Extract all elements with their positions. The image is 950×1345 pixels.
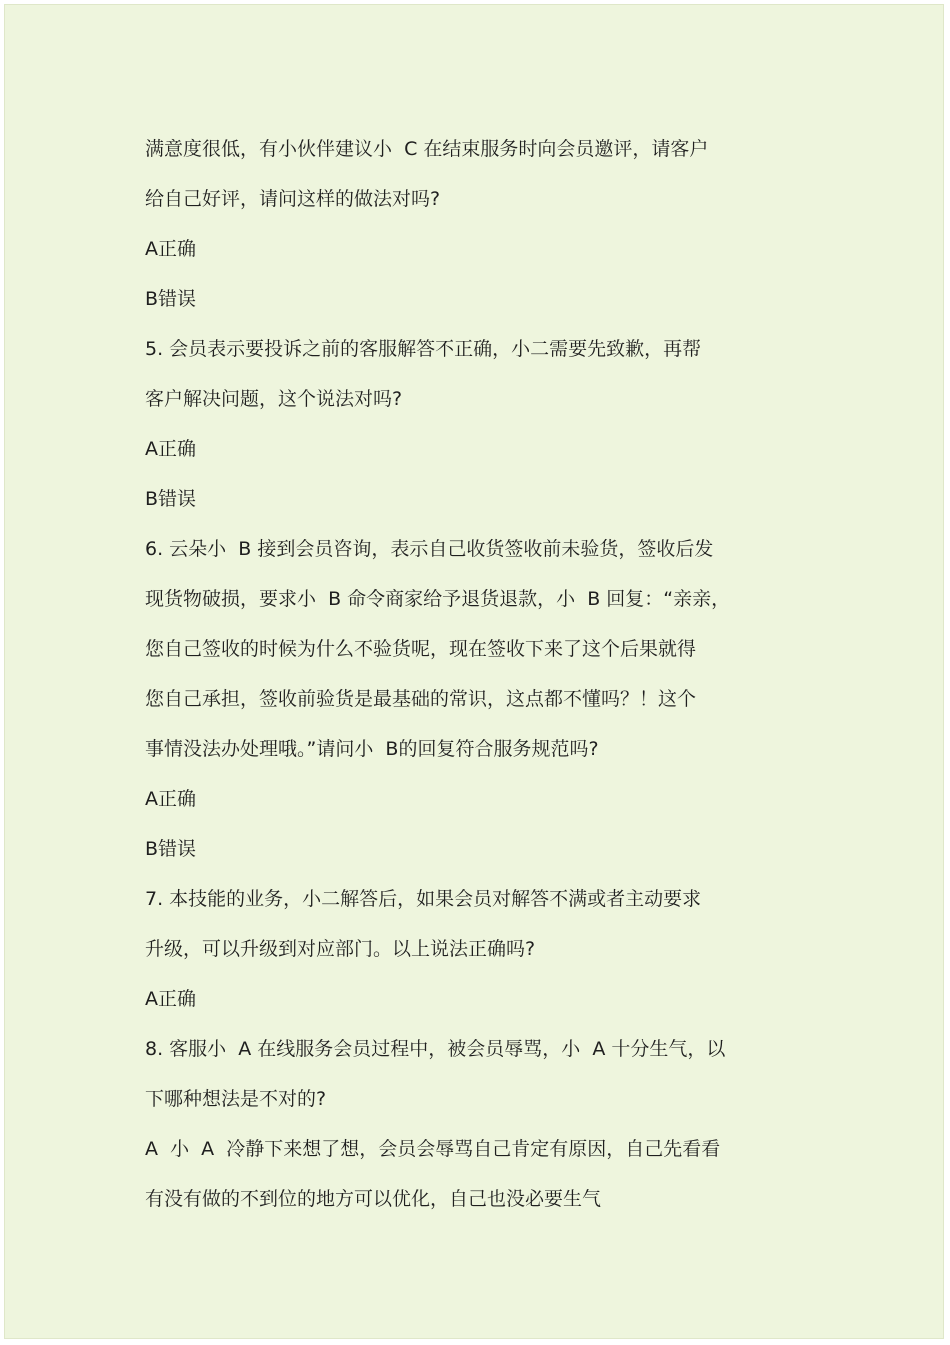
- text-line: 客户解决问题，这个说法对吗?: [145, 388, 403, 410]
- text-line: 您自己签收的时候为什么不验货呢，现在签收下来了这个后果就得: [145, 638, 697, 660]
- document-page: [4, 4, 944, 1339]
- answer-option-a: A正确: [145, 988, 196, 1010]
- text-line: 有没有做的不到位的地方可以优化，自己也没必要生气: [145, 1188, 602, 1210]
- text-line: 满意度很低，有小伙伴建议小 C 在结束服务时向会员邀评，请客户: [145, 138, 709, 160]
- question-6: 6. 云朵小 B 接到会员咨询，表示自己收货签收前未验货，签收后发: [145, 538, 714, 560]
- answer-option-a: A正确: [145, 238, 196, 260]
- answer-option-a: A正确: [145, 438, 196, 460]
- text-line: 升级，可以升级到对应部门。以上说法正确吗?: [145, 938, 536, 960]
- answer-option-b: B错误: [145, 488, 197, 510]
- answer-option-a: A 小 A 冷静下来想了想，会员会辱骂自己肯定有原因，自己先看看: [145, 1138, 721, 1160]
- question-5: 5. 会员表示要投诉之前的客服解答不正确，小二需要先致歉，再帮: [145, 338, 702, 360]
- answer-option-b: B错误: [145, 288, 197, 310]
- text-line: 下哪种想法是不对的?: [145, 1088, 327, 1110]
- text-line: 事情没法办处理哦。”请问小 B的回复符合服务规范吗?: [145, 738, 599, 760]
- answer-option-b: B错误: [145, 838, 197, 860]
- text-line: 给自己好评，请问这样的做法对吗?: [145, 188, 441, 210]
- text-line: 现货物破损，要求小 B 命令商家给予退货退款，小 B 回复：“亲亲，: [145, 588, 731, 610]
- answer-option-a: A正确: [145, 788, 196, 810]
- text-line: 您自己承担，签收前验货是最基础的常识，这点都不懂吗？！这个: [145, 688, 697, 710]
- question-8: 8. 客服小 A 在线服务会员过程中，被会员辱骂，小 A 十分生气，以: [145, 1038, 726, 1060]
- document-body: [145, 124, 845, 1224]
- question-7: 7. 本技能的业务，小二解答后，如果会员对解答不满或者主动要求: [145, 888, 702, 910]
